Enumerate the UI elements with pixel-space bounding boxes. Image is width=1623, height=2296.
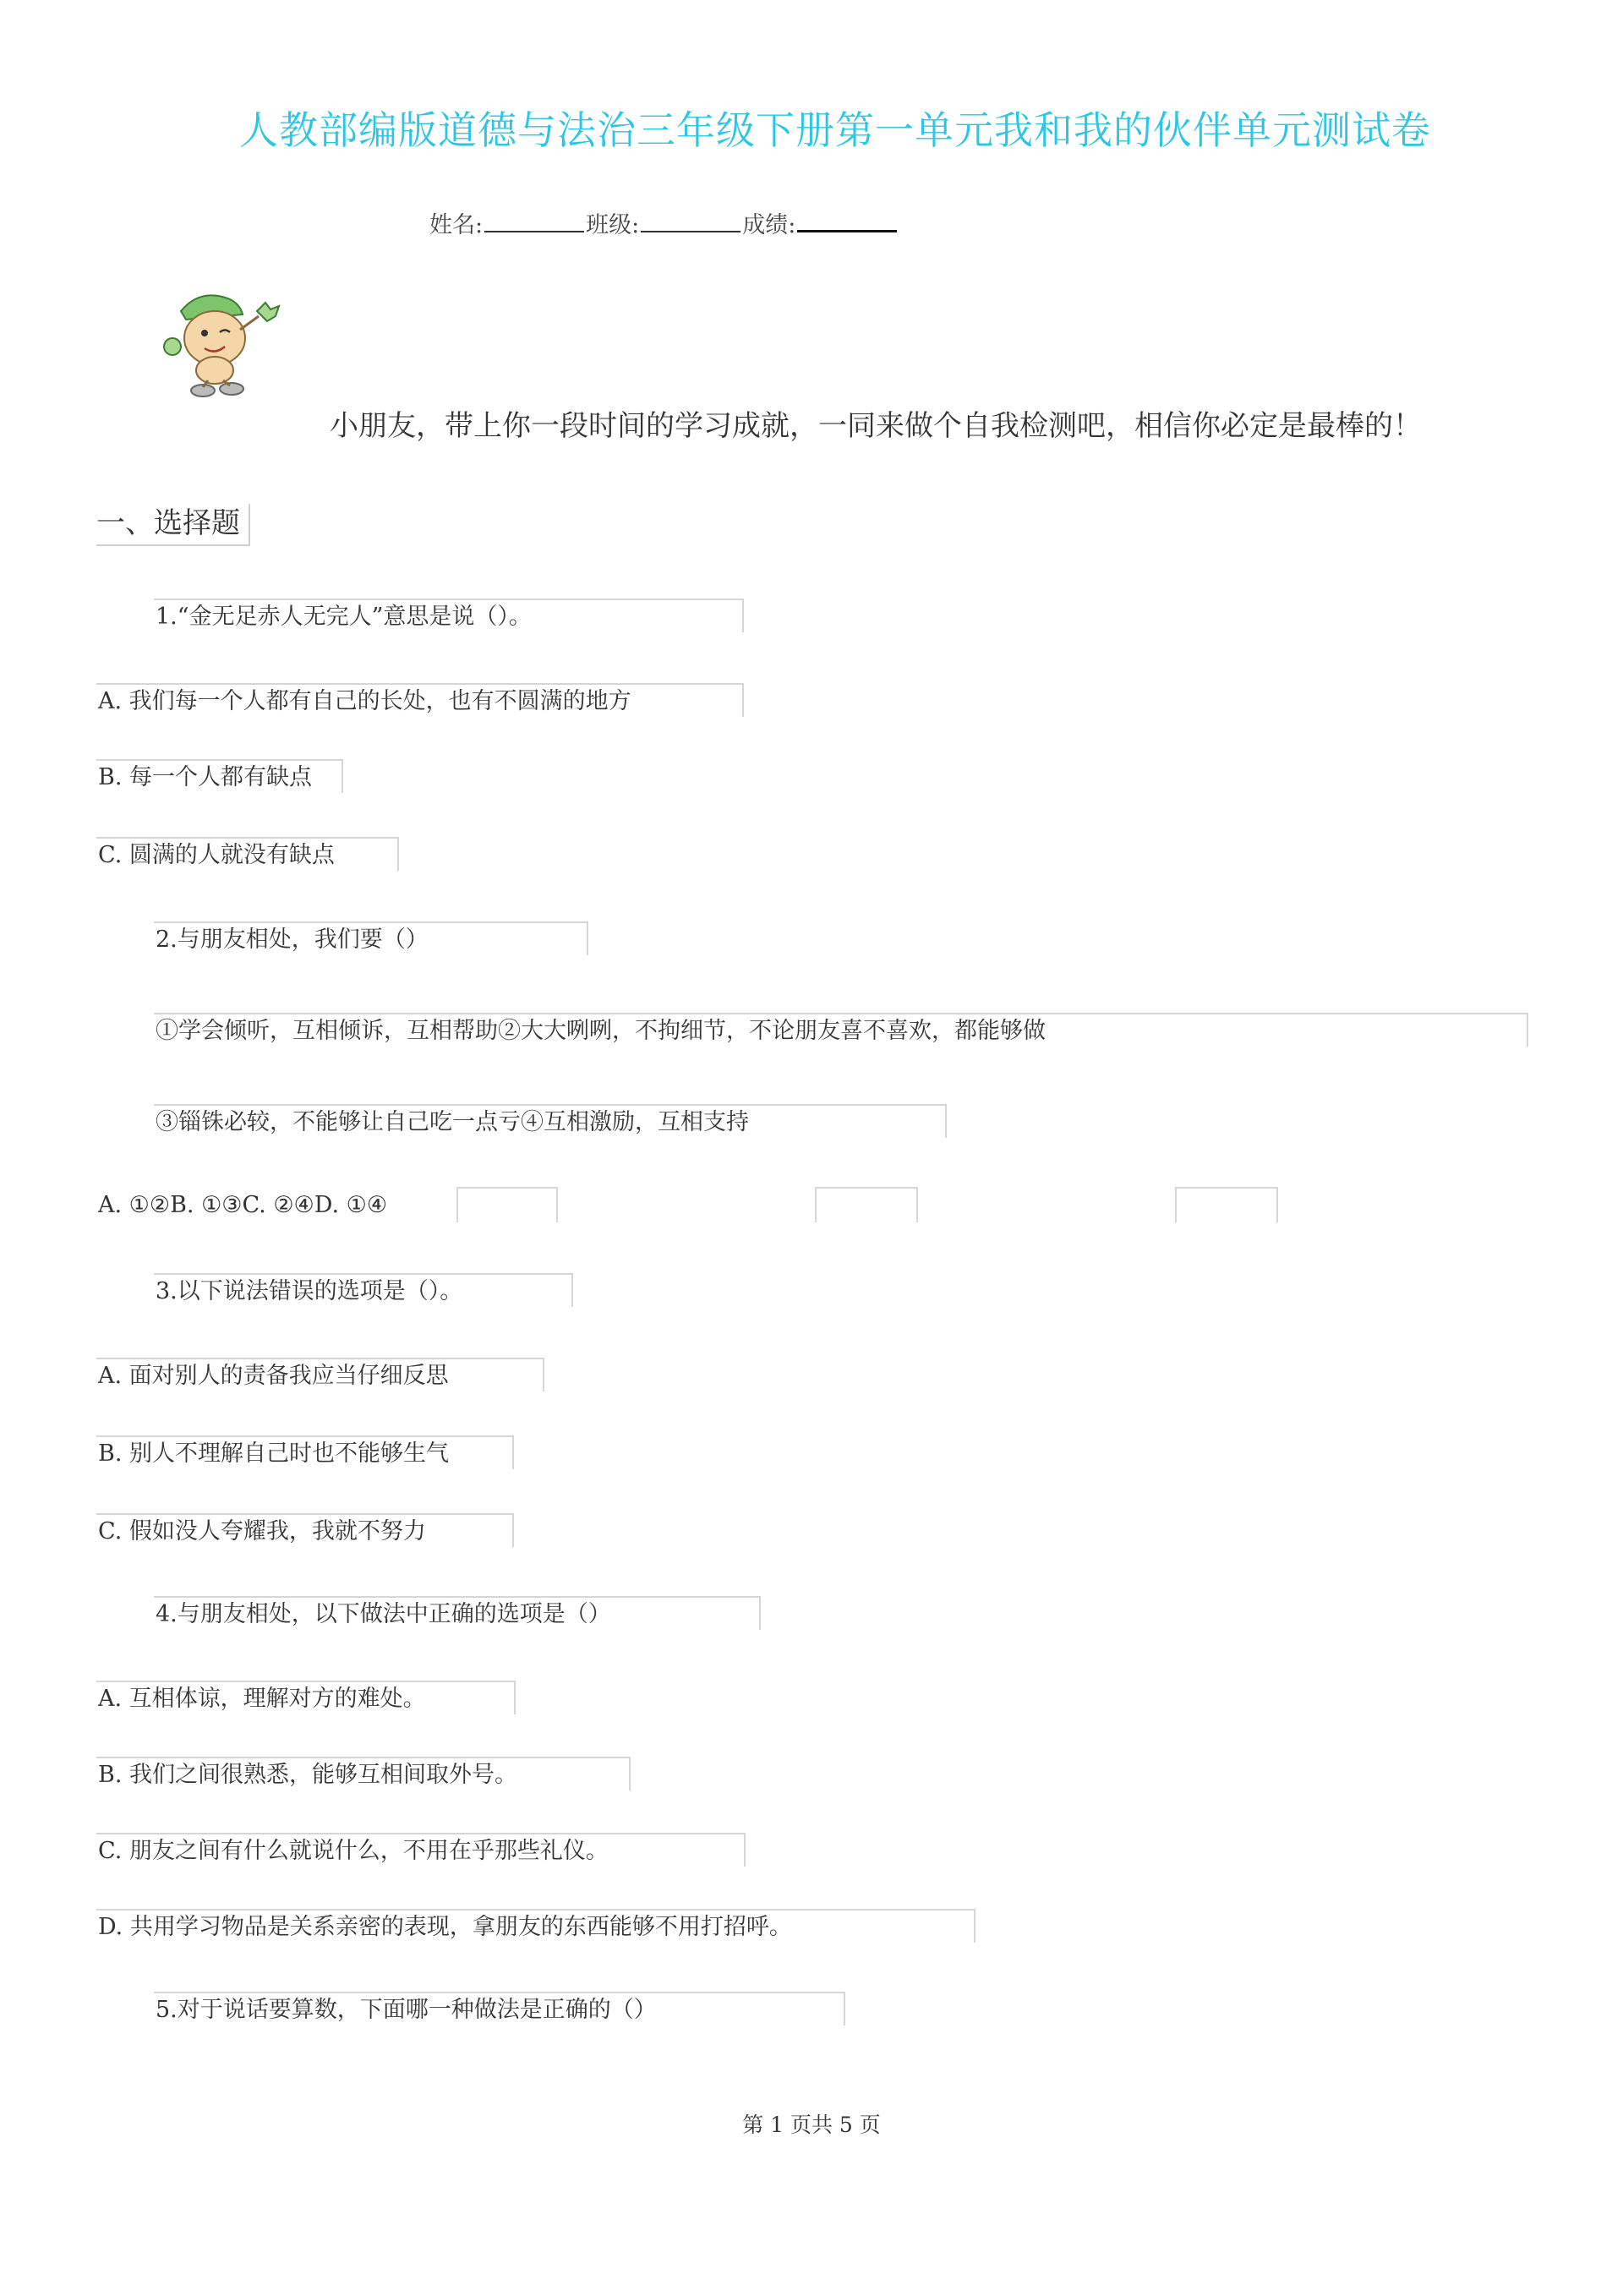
intro-text: 小朋友，带上你一段时间的学习成就，一同来做个自我检测吧，相信你必定是最棒的！ bbox=[330, 409, 1422, 443]
question-3-option-a[interactable]: A. 面对别人的责备我应当仔细反思 bbox=[96, 1358, 544, 1391]
score-blank bbox=[797, 211, 897, 232]
section-title: 一、选择题 bbox=[96, 504, 250, 546]
question-5-stem: 5.对于说话要算数，下面哪一种做法是正确的（） bbox=[154, 1992, 845, 2025]
answer-box-2 bbox=[815, 1187, 918, 1222]
question-2-options[interactable]: A. ①②B. ①③C. ②④D. ①④ bbox=[98, 1192, 388, 1218]
mascot-hand-left bbox=[164, 338, 181, 355]
mascot-foot-right bbox=[220, 383, 243, 395]
mascot-eye-left bbox=[201, 330, 208, 336]
mascot-body bbox=[196, 357, 233, 384]
question-1-option-a[interactable]: A. 我们每一个人都有自己的长处，也有不圆满的地方 bbox=[96, 683, 744, 717]
page-title: 人教部编版道德与法治三年级下册第一单元我和我的伙伴单元测试卷 bbox=[239, 107, 1431, 153]
question-4-option-c[interactable]: C. 朋友之间有什么就说什么，不用在乎那些礼仪。 bbox=[96, 1833, 746, 1867]
question-3-option-c[interactable]: C. 假如没人夸耀我，我就不努力 bbox=[96, 1513, 514, 1547]
question-1-option-b[interactable]: B. 每一个人都有缺点 bbox=[96, 759, 343, 793]
question-2-statement-2: ③锱铢必较，不能够让自己吃一点亏④互相激励，互相支持 bbox=[154, 1104, 947, 1138]
answer-box-1 bbox=[456, 1187, 558, 1222]
question-2-stem: 2.与朋友相处，我们要（） bbox=[154, 921, 588, 955]
question-1-stem: 1.“金无足赤人无完人”意思是说（）。 bbox=[154, 599, 744, 632]
mascot-illustration bbox=[162, 286, 306, 401]
student-info-line bbox=[429, 206, 899, 239]
name-label: 姓名: bbox=[429, 212, 484, 238]
score-label: 成绩: bbox=[742, 212, 796, 238]
question-3-option-b[interactable]: B. 别人不理解自己时也不能够生气 bbox=[96, 1435, 514, 1469]
question-2-statement-1: ①学会倾听，互相倾诉，互相帮助②大大咧咧，不拘细节，不论朋友喜不喜欢，都能够做 bbox=[154, 1013, 1528, 1047]
mascot-arm-right bbox=[240, 316, 259, 330]
class-label: 班级: bbox=[586, 212, 640, 238]
class-blank bbox=[641, 212, 740, 232]
answer-box-3 bbox=[1175, 1187, 1278, 1222]
question-3-stem: 3.以下说法错误的选项是（）。 bbox=[154, 1273, 573, 1307]
mascot-hand-right bbox=[257, 303, 279, 321]
question-4-stem: 4.与朋友相处，以下做法中正确的选项是（） bbox=[154, 1596, 761, 1630]
question-1-option-c[interactable]: C. 圆满的人就没有缺点 bbox=[96, 837, 399, 871]
question-4-option-a[interactable]: A. 互相体谅，理解对方的难处。 bbox=[96, 1681, 516, 1714]
page-footer: 第 1 页共 5 页 bbox=[742, 2113, 881, 2137]
question-4-option-d[interactable]: D. 共用学习物品是关系亲密的表现，拿朋友的东西能够不用打招呼。 bbox=[96, 1909, 975, 1943]
name-blank bbox=[484, 212, 584, 232]
question-4-option-b[interactable]: B. 我们之间很熟悉，能够互相间取外号。 bbox=[96, 1757, 631, 1790]
